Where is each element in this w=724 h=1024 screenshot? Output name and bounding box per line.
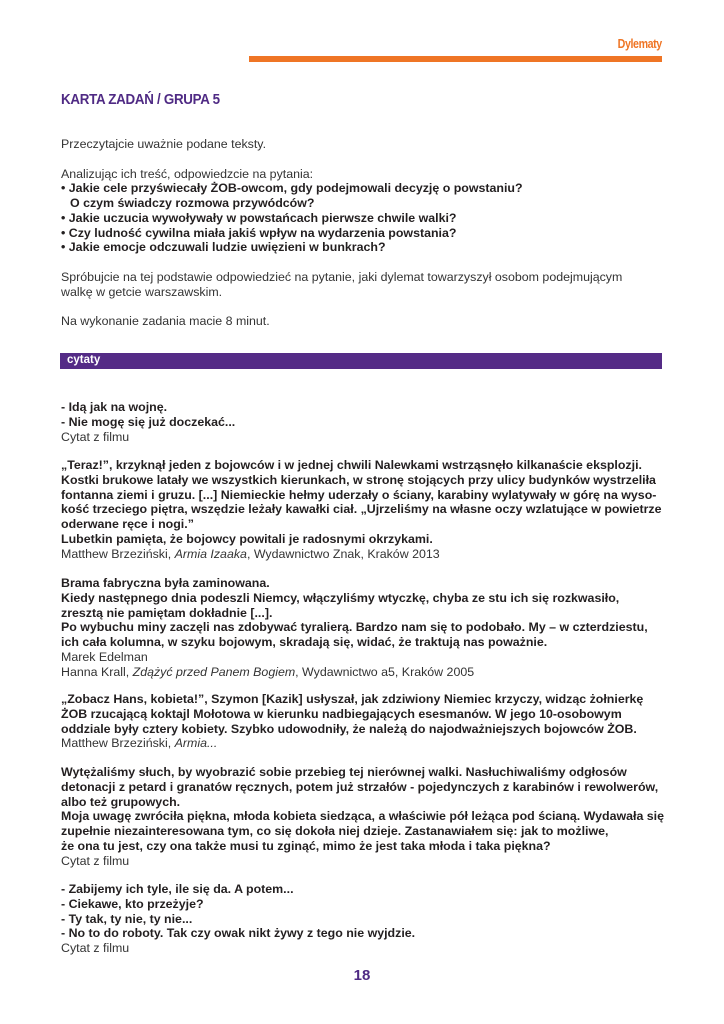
quote-line: „Zobacz Hans, kobieta!”, Szymon [Kazik] usłyszał, jak zdziwiony Niemiec krzyczy, widząc żołnierkę	[61, 692, 644, 706]
quote-line: Po wybuchu miny zaczęli nas zdobywać tyralierą. Bardzo nam się to podobało. My – w czterdziestu,	[61, 620, 648, 635]
question-item: • Jakie cele przyświecały ŻOB-owcom, gdy podejmowali decyzję o powstaniu?	[61, 181, 523, 196]
quote-line: Moja uwagę zwróciła piękna, młoda kobieta siedząca, a właściwie pół leżąca pod ścianą. Wydawała się	[61, 809, 665, 824]
quote-line: Lubetkin pamięta, że bojowcy powitali je radosnymi okrzykami.	[61, 531, 433, 546]
quote-line: ŻOB rzucającą koktajl Mołotowa w kierunku nadbiegających esesmanów. W jego 10-osobowym	[61, 706, 622, 721]
summary-line: Spróbujcie na tej podstawie odpowiedzieć na pytanie, jaki dylemat towarzyszył osobom podejmującym	[61, 269, 623, 284]
source-title: Armia Izaaka	[174, 546, 247, 561]
source-publisher: , Wydawnictwo a5, Kraków 2005	[295, 664, 475, 679]
question-item: O czym świadczy rozmowa przywódców?	[70, 196, 315, 210]
quote-2	[61, 458, 666, 561]
quote-line: - Idą jak na wojnę.	[61, 400, 168, 414]
analysis-lead: Analizując ich treść, odpowiedzcie na pytania:	[61, 166, 314, 181]
quote-line: oddziale były cztery kobiety. Szybko udowodniły, że należą do najodważniejszych bojowców ŻOB.	[61, 721, 637, 736]
quote-source: Cytat z filmu	[61, 429, 130, 444]
quote-source: Cytat z filmu	[61, 941, 130, 955]
quote-line: zupełnie niezainteresowana tym, co się dokoła niej dzieje. Zastanawiałem się: jak to możliwe,	[61, 824, 609, 838]
quotes-header-bar	[60, 353, 662, 369]
quote-source	[61, 736, 666, 751]
quote-line: ich cała kolumna, w szyku bojowym, skradają się, widać, że traktują nas poważnie.	[61, 635, 548, 649]
page-number: 18	[353, 967, 371, 984]
quote-4	[61, 692, 666, 751]
quote-line: - Nie mogę się już doczekać...	[61, 414, 236, 429]
quote-line: zresztą nie pamiętam dokładnie [...].	[61, 605, 273, 620]
quote-line: „Teraz!”, krzyknął jeden z bojowców i w jednej chwili Nalewkami wstrząsnęło kilkanaście eksplozji.	[61, 458, 642, 472]
page-title: KARTA ZADAŃ / GRUPA 5	[61, 92, 220, 108]
quote-line: Wytężaliśmy słuch, by wyobrazić sobie przebieg tej nierównej walki. Nasłuchiwaliśmy odgłosów	[61, 765, 627, 779]
header-divider	[249, 56, 662, 62]
quote-6	[61, 882, 666, 956]
summary-line: walkę w getcie warszawskim.	[61, 284, 223, 299]
source-title: Armia...	[174, 736, 218, 751]
source-author: Matthew Brzeziński,	[61, 736, 175, 751]
time-note: Na wykonanie zadania macie 8 minut.	[61, 314, 270, 328]
quote-line: albo też grupowych.	[61, 794, 181, 809]
section-label: Dylematy	[617, 36, 662, 51]
intro-section	[61, 137, 666, 329]
instruction-text: Przeczytajcie uważnie podane teksty.	[61, 137, 267, 151]
quote-5	[61, 765, 666, 868]
quote-line: detonacji z petard i granatów ręcznych, potem już strzałów - pojedynczych z karabinów i rewolwerów,	[61, 779, 659, 794]
quote-source: Cytat z filmu	[61, 853, 130, 868]
quote-line: - Ciekawe, kto przeżyje?	[61, 896, 204, 911]
quotes-header-label: cytaty	[67, 354, 101, 366]
quote-line: Kostki brukowe latały we wszystkich kierunkach, w stronę stojących przy ulicy budynków wystrzeliła	[61, 472, 656, 487]
quote-line: - Zabijemy ich tyle, ile się da. A potem...	[61, 882, 294, 896]
quote-1	[61, 400, 666, 444]
quote-line: fontanna ziemi i gruzu. [...] Niemieckie hełmy uderzały o ściany, karabiny wylatywały w górę na wyso-	[61, 487, 657, 502]
question-item: • Czy ludność cywilna miała jakiś wpływ na wydarzenia powstania?	[61, 225, 457, 240]
quote-line: Kiedy następnego dnia podeszli Niemcy, włączyliśmy wtyczkę, chyba ze stu ich się rozkwasiło,	[61, 590, 620, 605]
source-title: Zdążyć przed Panem Bogiem	[132, 664, 296, 679]
question-item: • Jakie uczucia wywoływały w powstańcach pierwsze chwile walki?	[61, 210, 457, 225]
question-item: • Jakie emocje odczuwali ludzie uwięzieni w bunkrach?	[61, 240, 386, 255]
source-author: Matthew Brzeziński,	[61, 546, 175, 561]
source-author: Hanna Krall,	[61, 664, 133, 679]
quote-line: że ona tu jest, czy ona także musi tu zginąć, mimo że jest taka młoda i taka piękna?	[61, 838, 551, 853]
quote-line: - No to do roboty. Tak czy owak nikt żywy z tego nie wyjdzie.	[61, 926, 416, 941]
quote-line: oderwane ręce i nogi.”	[61, 517, 194, 531]
quote-3	[61, 576, 666, 679]
quote-source	[61, 547, 666, 562]
quote-line: Brama fabryczna była zaminowana.	[61, 576, 270, 590]
quote-speaker: Marek Edelman	[61, 649, 148, 664]
quote-line: kość trzeciego piętra, wszędzie leżały kawałki ciał. „Ujrzeliśmy na własne oczy wzlatujące w powietrze	[61, 502, 662, 517]
source-publisher: , Wydawnictwo Znak, Kraków 2013	[246, 546, 440, 561]
quote-source	[61, 665, 666, 680]
quote-line: - Ty tak, ty nie, ty nie...	[61, 911, 193, 926]
